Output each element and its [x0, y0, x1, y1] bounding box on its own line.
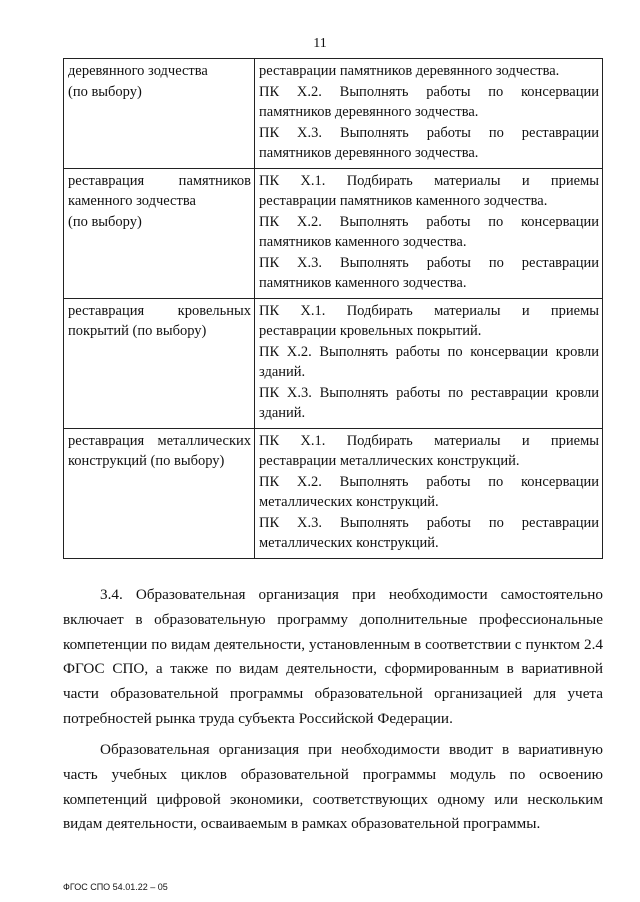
competencies-cell: [255, 428, 603, 558]
competency-line: памятников деревянного зодчества.: [259, 104, 479, 120]
competency-line: реставрации кровельных покрытий.: [259, 323, 482, 339]
activity-area-cell: [64, 428, 255, 558]
competency-line: реставрации памятников каменного зодчества.: [259, 193, 548, 209]
competency-line: ПК Х.1. Подбирать материалы и приемы: [259, 172, 599, 189]
activity-area-line: (по выбору): [68, 213, 142, 230]
competency-line: реставрации металлических конструкций.: [259, 453, 520, 469]
activity-area-cell: [64, 298, 255, 428]
competencies-table-body: [64, 59, 603, 559]
paragraph-3-4: [63, 583, 603, 732]
competencies-cell: [255, 59, 603, 169]
competency-item: [259, 301, 599, 342]
competency-line: зданий.: [259, 405, 306, 421]
competency-line: ПК Х.2. Выполнять работы по консервации: [259, 473, 599, 490]
competency-item: [259, 342, 599, 383]
activity-area-line: (по выбору): [68, 83, 142, 100]
competency-item: [259, 82, 599, 123]
activity-area-line: реставрация металлических: [68, 432, 251, 449]
competency-line: зданий.: [259, 364, 306, 380]
competency-line: ПК Х.3. Выполнять работы по реставрации кровли: [259, 384, 599, 401]
competency-item: [259, 212, 599, 253]
activity-area-line: деревянного зодчества: [68, 63, 208, 79]
activity-area-line: каменного зодчества: [68, 193, 196, 209]
competency-item: [259, 171, 599, 212]
activity-area-cell: [64, 59, 255, 169]
activity-area-line: покрытий (по выбору): [68, 323, 207, 339]
competency-line: ПК Х.1. Подбирать материалы и приемы: [259, 302, 599, 319]
competency-line: ПК Х.3. Выполнять работы по реставрации: [259, 124, 599, 141]
paragraph-digital-economy: [63, 738, 603, 837]
competency-line: ПК Х.2. Выполнять работы по консервации кровли: [259, 343, 599, 360]
competency-line: реставрации памятников деревянного зодчества.: [259, 63, 560, 79]
competency-item: [259, 513, 599, 554]
activity-area-line: реставрация кровельных: [68, 302, 251, 319]
competency-line: ПК Х.3. Выполнять работы по реставрации: [259, 254, 599, 271]
competency-item: [259, 253, 599, 294]
competency-line: ПК Х.2. Выполнять работы по консервации: [259, 213, 599, 230]
competency-line: ПК Х.1. Подбирать материалы и приемы: [259, 432, 599, 449]
competencies-cell: [255, 298, 603, 428]
activity-area-cell: [64, 168, 255, 298]
table-row: [64, 428, 603, 558]
competencies-table: [63, 58, 603, 559]
competencies-cell: [255, 168, 603, 298]
competency-line: памятников деревянного зодчества.: [259, 145, 479, 161]
table-row: [64, 59, 603, 169]
competency-item: [259, 383, 599, 424]
table-row: [64, 298, 603, 428]
document-footer: ФГОС СПО 54.01.22 – 05: [63, 882, 168, 892]
competency-line: металлических конструкций.: [259, 494, 439, 510]
competency-line: ПК Х.2. Выполнять работы по консервации: [259, 83, 599, 100]
competency-item: [259, 123, 599, 164]
page-number: 11: [313, 36, 327, 51]
paragraph-text: 3.4. Образовательная организация при необходимости самостоятельно включает в образовательную программу дополнительные профессиональные компетенции по видам деятельности, установленным в соответствии с пунктом 2.4 ФГОС СПО, а также по видам деятельности, сформированным в вариативной части образовательной программы образовательной организацией для учета потребностей рынка труда субъекта Российской Федерации.: [63, 586, 603, 727]
competency-item: [259, 431, 599, 472]
competency-item: [259, 472, 599, 513]
paragraph-text: Образовательная организация при необходимости вводит в вариативную часть учебных циклов образовательной программы модуль по освоению компетенций цифровой экономики, соответствующих одному или нескольким видам деятельности, осваиваемым в рамках образовательной программы.: [63, 741, 603, 833]
competency-line: ПК Х.3. Выполнять работы по реставрации: [259, 514, 599, 531]
competency-line: металлических конструкций.: [259, 535, 439, 551]
activity-area-line: реставрация памятников: [68, 172, 251, 189]
competency-item: [259, 61, 599, 82]
competency-line: памятников каменного зодчества.: [259, 275, 467, 291]
competency-line: памятников каменного зодчества.: [259, 234, 467, 250]
table-row: [64, 168, 603, 298]
activity-area-line: конструкций (по выбору): [68, 453, 225, 469]
